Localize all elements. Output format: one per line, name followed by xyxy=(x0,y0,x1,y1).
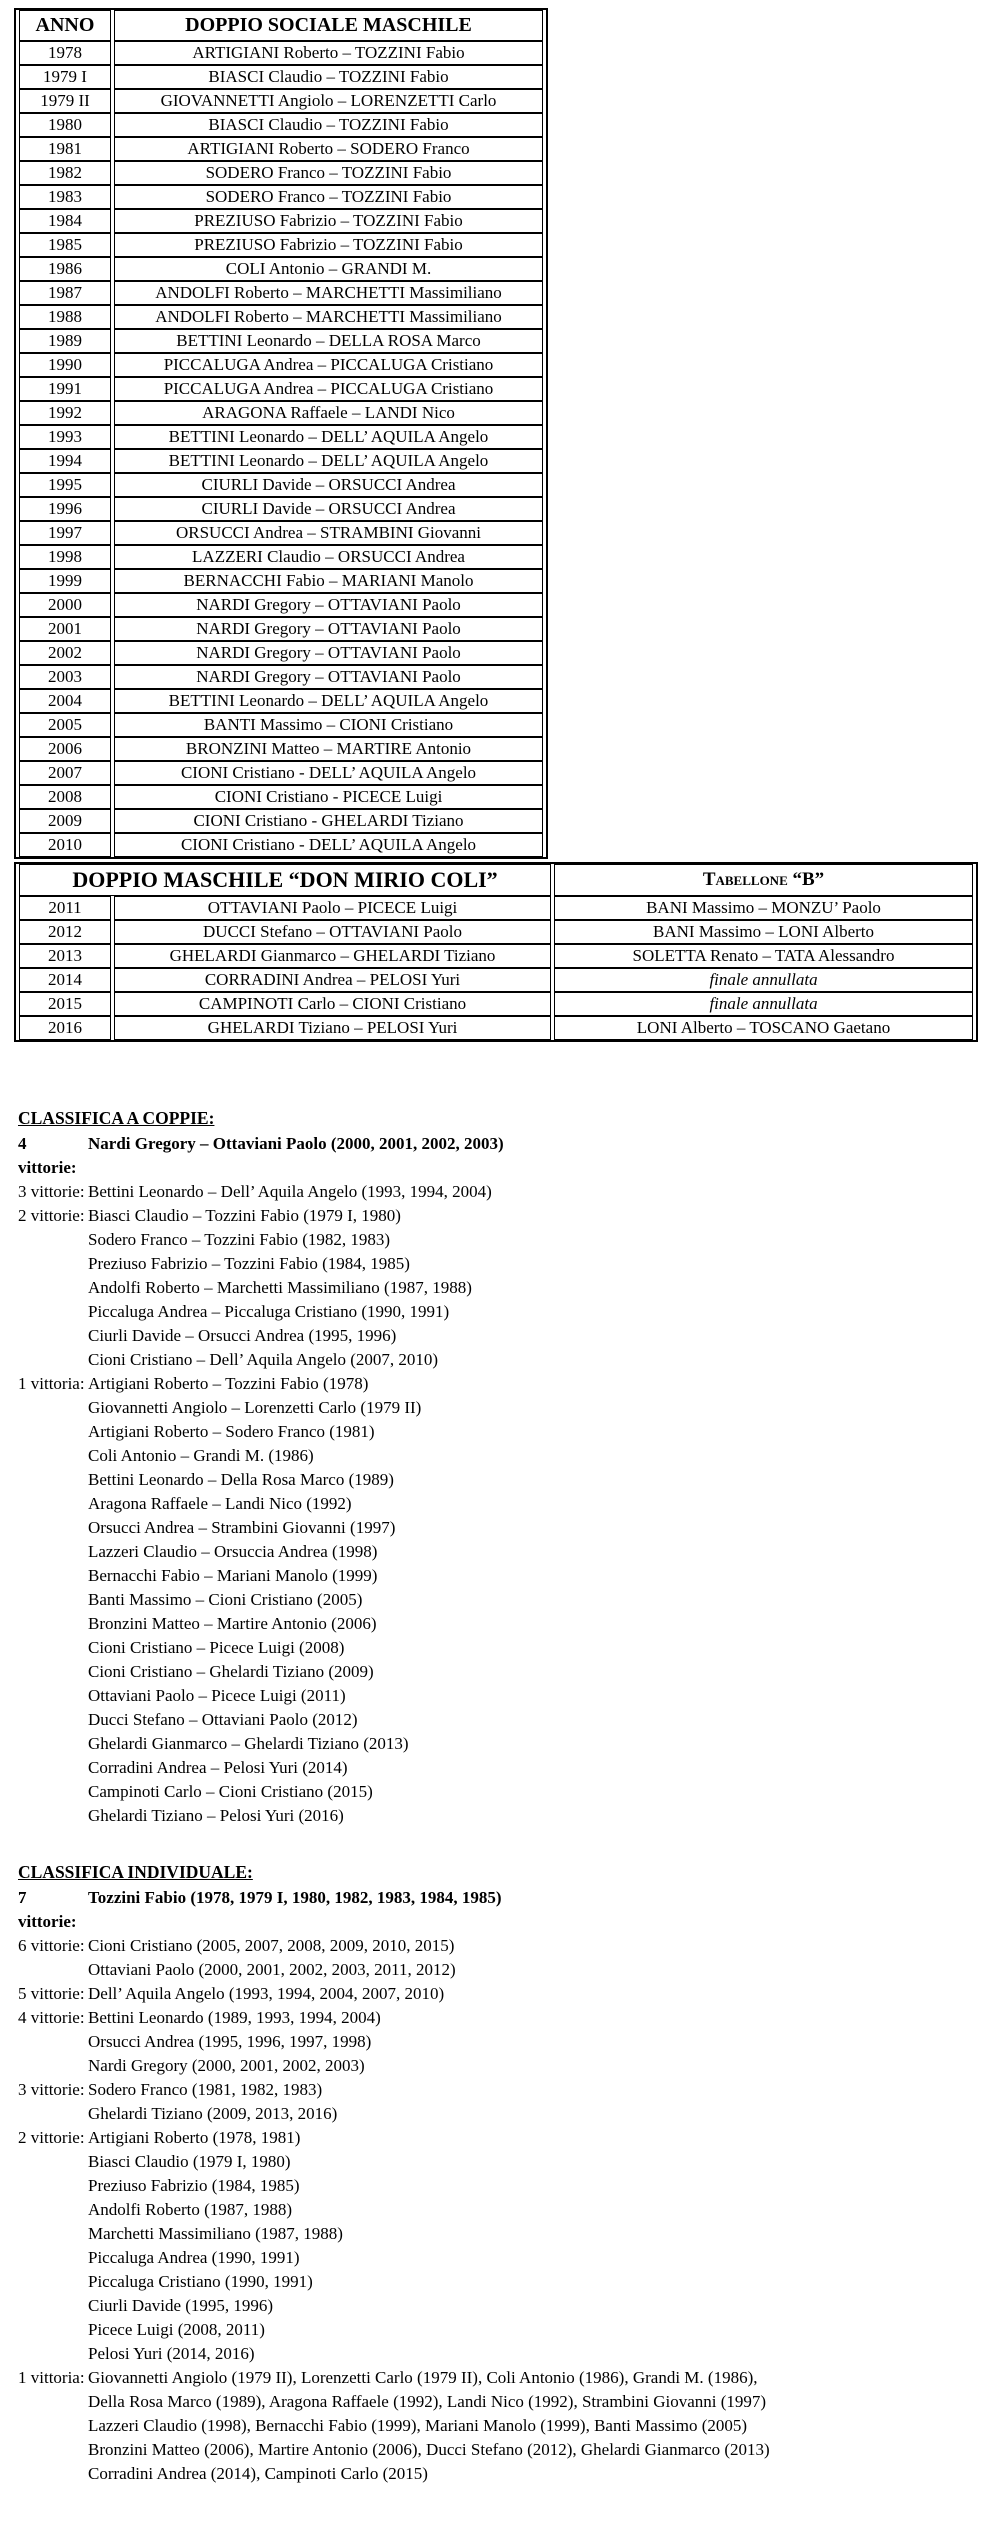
tabellone-b-cell: finale annullata xyxy=(554,968,973,992)
year-cell: 2013 xyxy=(19,944,111,968)
vittorie-entry-text: Ciurli Davide – Orsucci Andrea (1995, 1996) xyxy=(88,1326,397,1345)
winning-pair-cell: NARDI Gregory – OTTAVIANI Paolo xyxy=(114,665,543,689)
vittorie-entry-text: Piccaluga Cristiano (1990, 1991) xyxy=(88,2272,313,2291)
classifica-line xyxy=(18,1420,1000,1444)
classifica-line xyxy=(18,1300,1000,1324)
table1-header-title: DOPPIO SOCIALE MASCHILE xyxy=(114,10,543,41)
vittorie-entry-text: Cioni Cristiano (2005, 2007, 2008, 2009, 2010, 2015) xyxy=(88,1936,455,1955)
classifica-line xyxy=(18,1958,1000,1982)
year-cell: 1998 xyxy=(19,545,111,569)
vittorie-count-label xyxy=(18,1636,88,1660)
classifica-line xyxy=(18,1372,1000,1396)
table-row xyxy=(19,257,543,281)
classifica-line xyxy=(18,1934,1000,1958)
table-row xyxy=(19,137,543,161)
year-cell: 1995 xyxy=(19,473,111,497)
vittorie-entry-text: Bernacchi Fabio – Mariani Manolo (1999) xyxy=(88,1566,378,1585)
vittorie-count-label xyxy=(18,1228,88,1252)
year-cell: 1987 xyxy=(19,281,111,305)
winning-pair-cell: SODERO Franco – TOZZINI Fabio xyxy=(114,185,543,209)
vittorie-count-label xyxy=(18,2174,88,2198)
vittorie-entry-text: Lazzeri Claudio – Orsuccia Andrea (1998) xyxy=(88,1542,378,1561)
table-row xyxy=(19,617,543,641)
year-cell: 2014 xyxy=(19,968,111,992)
winning-pair-cell: BETTINI Leonardo – DELL’ AQUILA Angelo xyxy=(114,425,543,449)
winning-pair-cell: ARAGONA Raffaele – LANDI Nico xyxy=(114,401,543,425)
classifica-line xyxy=(18,1612,1000,1636)
table-row xyxy=(19,641,543,665)
vittorie-entry-text: Coli Antonio – Grandi M. (1986) xyxy=(88,1446,314,1465)
vittorie-count-label xyxy=(18,2414,88,2438)
vittorie-entry-text: Artigiani Roberto (1978, 1981) xyxy=(88,2128,301,2147)
vittorie-entry-text: Cioni Cristiano – Picece Luigi (2008) xyxy=(88,1638,345,1657)
year-cell: 2007 xyxy=(19,761,111,785)
vittorie-count-label xyxy=(18,2438,88,2462)
vittorie-count-label: 4 vittorie: xyxy=(18,1134,77,1177)
classifica-line xyxy=(18,1228,1000,1252)
vittorie-count-label xyxy=(18,2342,88,2366)
vittorie-entry-text: Bettini Leonardo – Dell’ Aquila Angelo (1993, 1994, 2004) xyxy=(88,1182,492,1201)
classifica-line xyxy=(18,2054,1000,2078)
table-row xyxy=(19,1016,973,1040)
classifica-line xyxy=(18,1444,1000,1468)
vittorie-entry-text: Andolfi Roberto – Marchetti Massimiliano (1987, 1988) xyxy=(88,1278,472,1297)
year-cell: 1994 xyxy=(19,449,111,473)
table-row xyxy=(19,281,543,305)
winning-pair-cell: CIONI Cristiano - PICECE Luigi xyxy=(114,785,543,809)
vittorie-entry-text: Ghelardi Tiziano (2009, 2013, 2016) xyxy=(88,2104,338,2123)
table-row xyxy=(19,41,543,65)
vittorie-entry-text: Biasci Claudio – Tozzini Fabio (1979 I, 1980) xyxy=(88,1206,401,1225)
classifica-line xyxy=(18,2006,1000,2030)
year-cell: 1999 xyxy=(19,569,111,593)
table-row xyxy=(19,185,543,209)
table-row xyxy=(19,233,543,257)
table-row xyxy=(19,113,543,137)
table-row xyxy=(19,593,543,617)
classifica-line xyxy=(18,2222,1000,2246)
vittorie-entry-text: Bronzini Matteo – Martire Antonio (2006) xyxy=(88,1614,377,1633)
year-cell: 1993 xyxy=(19,425,111,449)
winning-pair-cell: CIURLI Davide – ORSUCCI Andrea xyxy=(114,473,543,497)
classifica-individuale-title: CLASSIFICA INDIVIDUALE: xyxy=(18,1862,253,1882)
vittorie-count-label: 1 vittoria: xyxy=(18,1374,85,1393)
year-cell: 2016 xyxy=(19,1016,111,1040)
vittorie-count-label xyxy=(18,2390,88,2414)
classifica-line xyxy=(18,1886,1000,1934)
winning-pair-cell: CAMPINOTI Carlo – CIONI Cristiano xyxy=(114,992,551,1016)
classifica-line xyxy=(18,1564,1000,1588)
vittorie-count-label xyxy=(18,1756,88,1780)
vittorie-count-label xyxy=(18,1780,88,1804)
vittorie-entry-text: Artigiani Roberto – Sodero Franco (1981) xyxy=(88,1422,375,1441)
table-row xyxy=(19,968,973,992)
classifica-line xyxy=(18,1252,1000,1276)
year-cell: 1982 xyxy=(19,161,111,185)
vittorie-entry-text: Ciurli Davide (1995, 1996) xyxy=(88,2296,274,2315)
vittorie-count-label: 1 vittoria: xyxy=(18,2368,85,2387)
vittorie-entry-text: Orsucci Andrea – Strambini Giovanni (1997) xyxy=(88,1518,396,1537)
vittorie-entry-text: Cioni Cristiano – Dell’ Aquila Angelo (2007, 2010) xyxy=(88,1350,439,1369)
vittorie-count-label xyxy=(18,2462,88,2486)
table-row xyxy=(19,377,543,401)
vittorie-entry-text: Giovannetti Angiolo (1979 II), Lorenzetti Carlo (1979 II), Coli Antonio (1986), Grandi M. (1986), xyxy=(88,2368,758,2387)
classifica-line xyxy=(18,2150,1000,2174)
vittorie-count-label xyxy=(18,1300,88,1324)
year-cell: 1985 xyxy=(19,233,111,257)
vittorie-entry-text: Corradini Andrea – Pelosi Yuri (2014) xyxy=(88,1758,348,1777)
vittorie-count-label xyxy=(18,1540,88,1564)
winning-pair-cell: LAZZERI Claudio – ORSUCCI Andrea xyxy=(114,545,543,569)
year-cell: 1989 xyxy=(19,329,111,353)
vittorie-entry-text: Banti Massimo – Cioni Cristiano (2005) xyxy=(88,1590,363,1609)
table-row xyxy=(19,89,543,113)
winning-pair-cell: BETTINI Leonardo – DELL’ AQUILA Angelo xyxy=(114,449,543,473)
classifica-line xyxy=(18,1468,1000,1492)
vittorie-entry-text: Tozzini Fabio (1978, 1979 I, 1980, 1982, 1983, 1984, 1985) xyxy=(88,1888,502,1907)
winning-pair-cell: BETTINI Leonardo – DELLA ROSA Marco xyxy=(114,329,543,353)
classifica-line xyxy=(18,1180,1000,1204)
year-cell: 1988 xyxy=(19,305,111,329)
year-cell: 1979 II xyxy=(19,89,111,113)
year-cell: 2006 xyxy=(19,737,111,761)
winning-pair-cell: GHELARDI Gianmarco – GHELARDI Tiziano xyxy=(114,944,551,968)
classifica-coppie-section xyxy=(18,1106,1000,1828)
year-cell: 1986 xyxy=(19,257,111,281)
classifica-line xyxy=(18,2390,1000,2414)
vittorie-count-label xyxy=(18,1324,88,1348)
year-cell: 1990 xyxy=(19,353,111,377)
vittorie-count-label xyxy=(18,1612,88,1636)
winning-pair-cell: BIASCI Claudio – TOZZINI Fabio xyxy=(114,65,543,89)
table-row xyxy=(19,833,543,857)
classifica-line xyxy=(18,2462,1000,2486)
vittorie-entry-text: Orsucci Andrea (1995, 1996, 1997, 1998) xyxy=(88,2032,372,2051)
year-cell: 2015 xyxy=(19,992,111,1016)
winning-pair-cell: GIOVANNETTI Angiolo – LORENZETTI Carlo xyxy=(114,89,543,113)
vittorie-count-label xyxy=(18,2270,88,2294)
vittorie-entry-text: Sodero Franco (1981, 1982, 1983) xyxy=(88,2080,323,2099)
winning-pair-cell: ARTIGIANI Roberto – TOZZINI Fabio xyxy=(114,41,543,65)
year-cell: 2009 xyxy=(19,809,111,833)
classifica-coppie-title: CLASSIFICA A COPPIE: xyxy=(18,1108,215,1128)
year-cell: 1981 xyxy=(19,137,111,161)
classifica-line xyxy=(18,1276,1000,1300)
classifica-line xyxy=(18,1540,1000,1564)
winning-pair-cell: PREZIUSO Fabrizio – TOZZINI Fabio xyxy=(114,209,543,233)
vittorie-entry-text: Preziuso Fabrizio – Tozzini Fabio (1984, 1985) xyxy=(88,1254,410,1273)
table-row xyxy=(19,65,543,89)
table-row xyxy=(19,920,973,944)
table2-header-doppio-maschile: DOPPIO MASCHILE “DON MIRIO COLI” xyxy=(19,864,551,896)
year-cell: 2001 xyxy=(19,617,111,641)
year-cell: 1997 xyxy=(19,521,111,545)
classifica-line xyxy=(18,1204,1000,1228)
vittorie-count-label xyxy=(18,1732,88,1756)
vittorie-entry-text: Ghelardi Tiziano – Pelosi Yuri (2016) xyxy=(88,1806,344,1825)
table-row xyxy=(19,737,543,761)
classifica-line xyxy=(18,1660,1000,1684)
vittorie-count-label xyxy=(18,1468,88,1492)
tabellone-b-cell: BANI Massimo – MONZU’ Paolo xyxy=(554,896,973,920)
doppio-sociale-maschile-table xyxy=(14,8,548,859)
winning-pair-cell: PICCALUGA Andrea – PICCALUGA Cristiano xyxy=(114,353,543,377)
tabellone-b-cell: SOLETTA Renato – TATA Alessandro xyxy=(554,944,973,968)
year-cell: 1996 xyxy=(19,497,111,521)
classifica-line xyxy=(18,1756,1000,1780)
winning-pair-cell: BIASCI Claudio – TOZZINI Fabio xyxy=(114,113,543,137)
vittorie-entry-text: Andolfi Roberto (1987, 1988) xyxy=(88,2200,292,2219)
year-cell: 2005 xyxy=(19,713,111,737)
classifica-line xyxy=(18,1324,1000,1348)
table-row xyxy=(19,353,543,377)
vittorie-entry-text: Bettini Leonardo – Della Rosa Marco (1989) xyxy=(88,1470,394,1489)
vittorie-count-label xyxy=(18,1564,88,1588)
classifica-line xyxy=(18,1982,1000,2006)
classifica-line xyxy=(18,1684,1000,1708)
table-row xyxy=(19,545,543,569)
year-cell: 1991 xyxy=(19,377,111,401)
classifica-line xyxy=(18,1732,1000,1756)
year-cell: 2002 xyxy=(19,641,111,665)
table-row xyxy=(19,944,973,968)
vittorie-count-label: 4 vittorie: xyxy=(18,2008,85,2027)
winning-pair-cell: CIURLI Davide – ORSUCCI Andrea xyxy=(114,497,543,521)
vittorie-count-label xyxy=(18,1588,88,1612)
winning-pair-cell: ANDOLFI Roberto – MARCHETTI Massimiliano xyxy=(114,305,543,329)
year-cell: 1979 I xyxy=(19,65,111,89)
vittorie-entry-text: Aragona Raffaele – Landi Nico (1992) xyxy=(88,1494,352,1513)
classifica-line xyxy=(18,1132,1000,1180)
tabellone-b-cell: BANI Massimo – LONI Alberto xyxy=(554,920,973,944)
vittorie-count-label xyxy=(18,1420,88,1444)
classifica-coppie-list xyxy=(18,1132,1000,1828)
winning-pair-cell: OTTAVIANI Paolo – PICECE Luigi xyxy=(114,896,551,920)
vittorie-entry-text: Cioni Cristiano – Ghelardi Tiziano (2009) xyxy=(88,1662,374,1681)
classifica-line xyxy=(18,2414,1000,2438)
vittorie-entry-text: Biasci Claudio (1979 I, 1980) xyxy=(88,2152,291,2171)
winning-pair-cell: PICCALUGA Andrea – PICCALUGA Cristiano xyxy=(114,377,543,401)
vittorie-entry-text: Ducci Stefano – Ottaviani Paolo (2012) xyxy=(88,1710,358,1729)
year-cell: 2004 xyxy=(19,689,111,713)
table1-header-row xyxy=(19,10,543,41)
classifica-line xyxy=(18,2102,1000,2126)
winning-pair-cell: PREZIUSO Fabrizio – TOZZINI Fabio xyxy=(114,233,543,257)
classifica-individuale-section xyxy=(18,1860,1000,2486)
vittorie-entry-text: Dell’ Aquila Angelo (1993, 1994, 2004, 2007, 2010) xyxy=(88,1984,445,2003)
classifica-line xyxy=(18,2270,1000,2294)
classifica-line xyxy=(18,1516,1000,1540)
vittorie-count-label: 2 vittorie: xyxy=(18,1206,85,1225)
classifica-line xyxy=(18,2318,1000,2342)
winning-pair-cell: CORRADINI Andrea – PELOSI Yuri xyxy=(114,968,551,992)
vittorie-count-label xyxy=(18,2222,88,2246)
classifica-line xyxy=(18,2294,1000,2318)
winning-pair-cell: GHELARDI Tiziano – PELOSI Yuri xyxy=(114,1016,551,1040)
winning-pair-cell: SODERO Franco – TOZZINI Fabio xyxy=(114,161,543,185)
winning-pair-cell: CIONI Cristiano - DELL’ AQUILA Angelo xyxy=(114,761,543,785)
winning-pair-cell: DUCCI Stefano – OTTAVIANI Paolo xyxy=(114,920,551,944)
year-cell: 1978 xyxy=(19,41,111,65)
vittorie-entry-text: Ghelardi Gianmarco – Ghelardi Tiziano (2013) xyxy=(88,1734,409,1753)
vittorie-count-label xyxy=(18,1660,88,1684)
winning-pair-cell: CIONI Cristiano - GHELARDI Tiziano xyxy=(114,809,543,833)
winning-pair-cell: ORSUCCI Andrea – STRAMBINI Giovanni xyxy=(114,521,543,545)
classifica-line xyxy=(18,2342,1000,2366)
year-cell: 2010 xyxy=(19,833,111,857)
table-row xyxy=(19,521,543,545)
vittorie-count-label xyxy=(18,1516,88,1540)
year-cell: 2003 xyxy=(19,665,111,689)
table-row xyxy=(19,401,543,425)
year-cell: 2012 xyxy=(19,920,111,944)
vittorie-count-label xyxy=(18,1348,88,1372)
winning-pair-cell: ARTIGIANI Roberto – SODERO Franco xyxy=(114,137,543,161)
classifica-line xyxy=(18,1804,1000,1828)
winning-pair-cell: NARDI Gregory – OTTAVIANI Paolo xyxy=(114,641,543,665)
vittorie-count-label: 5 vittorie: xyxy=(18,1984,85,2003)
vittorie-count-label xyxy=(18,1444,88,1468)
classifica-line xyxy=(18,1348,1000,1372)
table-row xyxy=(19,425,543,449)
table-row xyxy=(19,809,543,833)
vittorie-entry-text: Corradini Andrea (2014), Campinoti Carlo (2015) xyxy=(88,2464,428,2483)
table1-header-anno: ANNO xyxy=(19,10,111,41)
vittorie-count-label: 6 vittorie: xyxy=(18,1936,85,1955)
vittorie-count-label: 3 vittorie: xyxy=(18,2080,85,2099)
tabellone-b-cell: LONI Alberto – TOSCANO Gaetano xyxy=(554,1016,973,1040)
vittorie-count-label xyxy=(18,1396,88,1420)
table-row xyxy=(19,761,543,785)
vittorie-entry-text: Pelosi Yuri (2014, 2016) xyxy=(88,2344,255,2363)
classifica-line xyxy=(18,2246,1000,2270)
vittorie-entry-text: Nardi Gregory – Ottaviani Paolo (2000, 2001, 2002, 2003) xyxy=(88,1134,504,1153)
year-cell: 2000 xyxy=(19,593,111,617)
classifica-line xyxy=(18,2078,1000,2102)
vittorie-entry-text: Marchetti Massimiliano (1987, 1988) xyxy=(88,2224,343,2243)
table-row xyxy=(19,785,543,809)
table2-header-tabellone-b: Tabellone “B” xyxy=(554,864,973,896)
vittorie-entry-text: Lazzeri Claudio (1998), Bernacchi Fabio (1999), Mariani Manolo (1999), Banti Massimo (2005) xyxy=(88,2416,748,2435)
year-cell: 2008 xyxy=(19,785,111,809)
table2-header-row xyxy=(19,864,973,896)
vittorie-count-label xyxy=(18,1684,88,1708)
table-row xyxy=(19,473,543,497)
vittorie-count-label: 3 vittorie: xyxy=(18,1182,85,1201)
vittorie-entry-text: Ottaviani Paolo (2000, 2001, 2002, 2003, 2011, 2012) xyxy=(88,1960,456,1979)
vittorie-count-label xyxy=(18,2054,88,2078)
year-cell: 1992 xyxy=(19,401,111,425)
vittorie-entry-text: Piccaluga Andrea (1990, 1991) xyxy=(88,2248,300,2267)
table-row xyxy=(19,209,543,233)
vittorie-count-label xyxy=(18,2318,88,2342)
vittorie-count-label xyxy=(18,2294,88,2318)
vittorie-count-label xyxy=(18,1708,88,1732)
table-row xyxy=(19,497,543,521)
vittorie-count-label xyxy=(18,2246,88,2270)
table-row xyxy=(19,161,543,185)
table-row xyxy=(19,665,543,689)
table-row xyxy=(19,992,973,1016)
year-cell: 1980 xyxy=(19,113,111,137)
table-row xyxy=(19,329,543,353)
tabellone-b-cell: finale annullata xyxy=(554,992,973,1016)
vittorie-count-label xyxy=(18,1252,88,1276)
classifica-line xyxy=(18,1396,1000,1420)
vittorie-count-label xyxy=(18,2030,88,2054)
vittorie-count-label xyxy=(18,1958,88,1982)
vittorie-count-label xyxy=(18,1804,88,1828)
classifica-line xyxy=(18,1780,1000,1804)
vittorie-count-label xyxy=(18,1492,88,1516)
classifica-line xyxy=(18,1588,1000,1612)
table-row xyxy=(19,896,973,920)
classifica-line xyxy=(18,1708,1000,1732)
vittorie-entry-text: Artigiani Roberto – Tozzini Fabio (1978) xyxy=(88,1374,369,1393)
winning-pair-cell: BETTINI Leonardo – DELL’ AQUILA Angelo xyxy=(114,689,543,713)
table-row xyxy=(19,449,543,473)
vittorie-entry-text: Ottaviani Paolo – Picece Luigi (2011) xyxy=(88,1686,346,1705)
vittorie-count-label xyxy=(18,2150,88,2174)
table-row xyxy=(19,713,543,737)
vittorie-count-label: 2 vittorie: xyxy=(18,2128,85,2147)
classifica-line xyxy=(18,1636,1000,1660)
vittorie-entry-text: Picece Luigi (2008, 2011) xyxy=(88,2320,265,2339)
vittorie-count-label xyxy=(18,1276,88,1300)
vittorie-entry-text: Della Rosa Marco (1989), Aragona Raffaele (1992), Landi Nico (1992), Strambini Giovanni (1997) xyxy=(88,2392,767,2411)
table-row xyxy=(19,305,543,329)
winning-pair-cell: COLI Antonio – GRANDI M. xyxy=(114,257,543,281)
classifica-line xyxy=(18,2030,1000,2054)
classifica-line xyxy=(18,1492,1000,1516)
winning-pair-cell: CIONI Cristiano - DELL’ AQUILA Angelo xyxy=(114,833,543,857)
classifica-line xyxy=(18,2366,1000,2390)
classifica-line xyxy=(18,2126,1000,2150)
year-cell: 2011 xyxy=(19,896,111,920)
table-row xyxy=(19,569,543,593)
winning-pair-cell: BRONZINI Matteo – MARTIRE Antonio xyxy=(114,737,543,761)
winning-pair-cell: NARDI Gregory – OTTAVIANI Paolo xyxy=(114,593,543,617)
vittorie-entry-text: Bronzini Matteo (2006), Martire Antonio (2006), Ducci Stefano (2012), Ghelardi Gianmarco (2013) xyxy=(88,2440,770,2459)
vittorie-entry-text: Piccaluga Andrea – Piccaluga Cristiano (1990, 1991) xyxy=(88,1302,450,1321)
vittorie-count-label xyxy=(18,2198,88,2222)
winning-pair-cell: BANTI Massimo – CIONI Cristiano xyxy=(114,713,543,737)
classifica-line xyxy=(18,2198,1000,2222)
table-row xyxy=(19,689,543,713)
year-cell: 1984 xyxy=(19,209,111,233)
vittorie-count-label xyxy=(18,2102,88,2126)
vittorie-entry-text: Nardi Gregory (2000, 2001, 2002, 2003) xyxy=(88,2056,365,2075)
vittorie-count-label: 7 vittorie: xyxy=(18,1888,77,1931)
classifica-individuale-list xyxy=(18,1886,1000,2486)
winning-pair-cell: NARDI Gregory – OTTAVIANI Paolo xyxy=(114,617,543,641)
classifica-line xyxy=(18,2174,1000,2198)
don-mirio-coli-table xyxy=(14,862,978,1042)
winning-pair-cell: BERNACCHI Fabio – MARIANI Manolo xyxy=(114,569,543,593)
year-cell: 1983 xyxy=(19,185,111,209)
vittorie-entry-text: Bettini Leonardo (1989, 1993, 1994, 2004) xyxy=(88,2008,381,2027)
winning-pair-cell: ANDOLFI Roberto – MARCHETTI Massimiliano xyxy=(114,281,543,305)
vittorie-entry-text: Giovannetti Angiolo – Lorenzetti Carlo (1979 II) xyxy=(88,1398,422,1417)
vittorie-entry-text: Sodero Franco – Tozzini Fabio (1982, 1983) xyxy=(88,1230,391,1249)
classifica-line xyxy=(18,2438,1000,2462)
vittorie-entry-text: Campinoti Carlo – Cioni Cristiano (2015) xyxy=(88,1782,373,1801)
vittorie-entry-text: Preziuso Fabrizio (1984, 1985) xyxy=(88,2176,300,2195)
